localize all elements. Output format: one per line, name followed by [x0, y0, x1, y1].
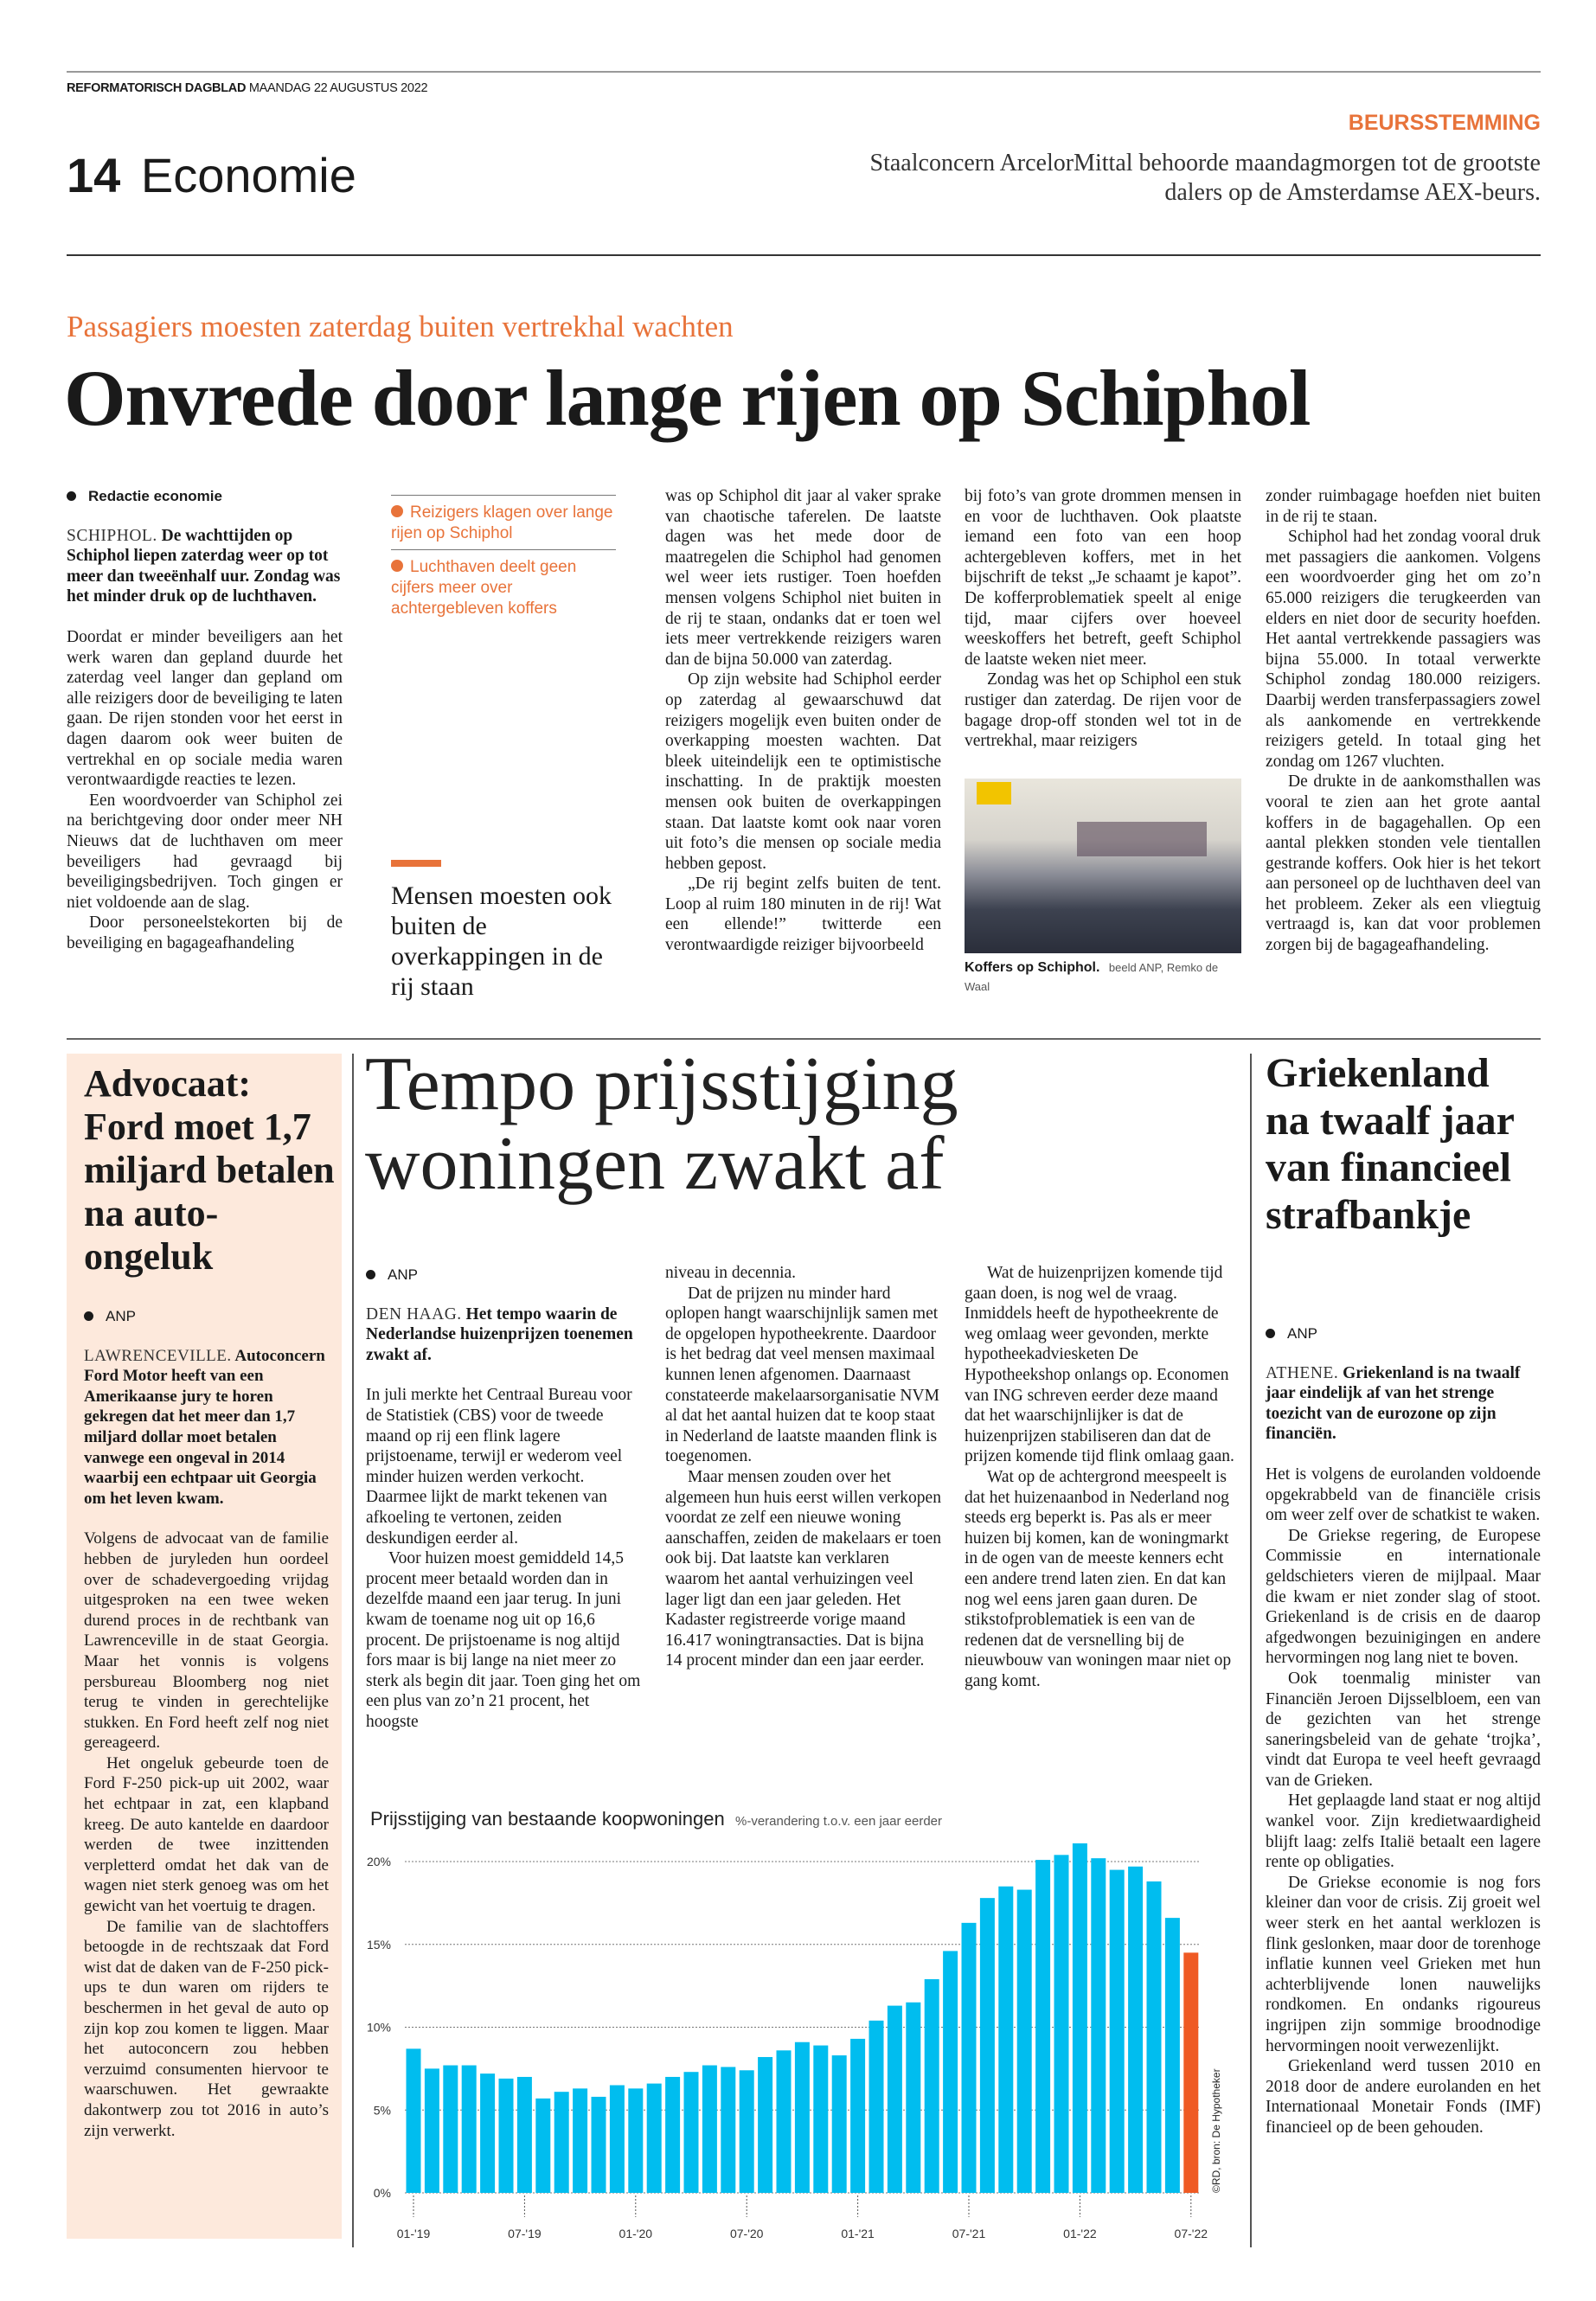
greece-headline: Griekenland na twaalf jaar van financieel strafbankje [1266, 1050, 1515, 1238]
bar [1035, 1860, 1050, 2193]
paragraph: De Griekse economie is nog fors kleiner dan voor de crisis. Zij groeit wel weer sterk en het aantal werklozen is flink geslonken, maar door de torenhoge inflatie kunnen veel Grieken met hun achterblijvende lonen nauwelijks rondkomen. En ondanks rigoureus ingrijpen zijn sommige broodnodige hervormingen nooit verwezenlijkt. [1266, 1873, 1541, 2055]
lead-text: Het tempo waarin de Nederlandse huizenprijzen toenemen zwakt af. [366, 1304, 633, 1364]
tempo-column-1 [366, 1265, 641, 1732]
paragraph: Een woordvoerder van Schiphol zei na berichtgeving door onder meer NH Nieuws dat de luchthaven om meer beveiligers had gevraagd bij beveiligingsbedrijven. Toch gingen er niet voldoende aan de slag. [67, 791, 343, 912]
paragraph: Voor huizen moest gemiddeld 14,5 procent meer betaald worden dan in dezelfde maand een jaar terug. In juni kwam de toename nog uit op 16,6 procent. De prijstoename is nog altijd fors maar is bij lange na niet meer zo sterk als begin dit jaar. Toen ging het om een plus van zo’n 21 procent, het hoogste [366, 1549, 641, 1731]
x-tick-label: 01-'20 [619, 2227, 653, 2240]
byline [1266, 1324, 1541, 1344]
bar [610, 2086, 625, 2193]
article-lead [67, 526, 343, 607]
bar [407, 2048, 421, 2193]
top-rule [67, 71, 1541, 73]
paragraph: Zondag was het op Schiphol een stuk rustiger dan zaterdag. De rijen voor de bagage drop-off stonden wel tot in de vertrekhal, maar reizigers [965, 670, 1241, 751]
bar [499, 2079, 514, 2193]
dateline: DEN HAAG. [366, 1304, 462, 1324]
bar [462, 2066, 477, 2193]
dateline: SCHIPHOL. [67, 526, 157, 545]
x-tick-label: 07-'20 [729, 2227, 764, 2240]
bullet-icon [67, 491, 76, 501]
bar [869, 2021, 884, 2193]
paragraph: Maar mensen zouden over het algemeen hun huis eerst willen verkopen voordat ze zelf een nieuwe woning aanschaffen, zeiden de makelaars er toen ook bij. Dat laatste kan verklaren waarom het aantal verhuizingen veel lager ligt dan een jaar geleden. Het Kadaster registreerde vorige maand 16.417 woningtransacties. Dat is bijna 14 procent minder dan een jaar eerder. [665, 1467, 942, 1670]
paragraph: niveau in decennia. [665, 1264, 797, 1282]
y-tick-label: 10% [366, 2020, 391, 2035]
x-tick-label: 01-'22 [1063, 2227, 1097, 2240]
column-divider [352, 1054, 354, 2247]
paragraph: Het geplaagde land staat er nog altijd wankel voor. Zijn kredietwaardigheid blijft laag: zelfs Italië betaalt een lagere rente op obligaties. [1266, 1791, 1541, 1872]
bar [1165, 1918, 1180, 2193]
masthead [67, 81, 427, 95]
column-divider [1250, 1054, 1252, 2247]
article-lead [84, 1346, 329, 1509]
newspaper-name: REFORMATORISCH DAGBLAD [67, 81, 247, 95]
ford-headline: Advocaat: Ford moet 1,7 miljard betalen na auto-ongeluk [84, 1062, 335, 1278]
bar [592, 2097, 606, 2193]
pull-quote: Mensen moesten ook buiten de overkappingen in de rij staan [391, 881, 612, 1001]
highlight-item: Reizigers klagen over lange rijen op Schiphol [391, 495, 616, 549]
gate-sign [977, 782, 1011, 804]
paragraph: De familie van de slachtoffers betoogde in de rechtszaak dat Ford wist dat de daken van de F-250 pick-ups te dun waren om rijders te beschermen in het geval de auto op zijn kop zou komen te liggen. Maar het autoconcern zou hebben verzuimd consumenten hiervoor te waarschuwen. Het gewraakte dakontwerp zou tot 2016 in auto’s zijn verwerkt. [84, 1917, 329, 2140]
bullet-icon [391, 560, 403, 572]
bar [943, 1951, 958, 2193]
lead-text: De wachttijden op Schiphol liepen zaterdag weer op tot meer dan tweeënhalf uur. Zondag was het minder druk op de luchthaven. [67, 526, 341, 606]
lead-text: Autoconcern Ford Motor heeft van een Amerikaanse jury te horen gekregen dat het meer dan 1,7 miljard dollar moet betalen vanwege een ongeval in 2014 waarbij een echtpaar uit Georgia om het leven kwam. [84, 1346, 325, 1508]
quote-accent-bar [391, 860, 441, 867]
bar [813, 2046, 828, 2193]
section-rule [67, 1038, 1541, 1040]
chart-source: ©RD, bron: De Hypotheker [1210, 2068, 1222, 2193]
photo-suitcases [965, 779, 1241, 953]
bar [832, 2055, 847, 2193]
tempo-column-3 [965, 1263, 1241, 1691]
article-column-3 [665, 486, 941, 956]
dateline: ATHENE. [1266, 1363, 1339, 1382]
paragraph: Het ongeluk gebeurde toen de Ford F-250 pick-up uit 2002, waar het echtpaar in zat, een klapband kreeg. De auto kantelde en daardoor werden de twee inzittenden verpletterd omdat het dak van de wagen niet sterk genoeg was om het gewicht van het voertuig te dragen. [84, 1753, 329, 1916]
bar [850, 2039, 865, 2193]
paragraph: Schiphol had het zondag vooral druk met passagiers die aankomen. Volgens een woordvoerder ging het om zo’n 65.000 reizigers die terugkeerden van elders en niet door de security hoefden. Het aantal vertrekkende passagiers was bijna 55.000. In totaal verwerkte Schiphol zondag 180.000 reizigers. Daarbij werden transferpassagiers zowel als aankomende en vertrekkende reizigers geteld. In totaal ging het zondag om 1267 vluchten. [1266, 528, 1541, 771]
bar [665, 2077, 680, 2193]
bar [480, 2073, 495, 2193]
bar [1110, 1870, 1125, 2193]
paragraph: Doordat er minder beveiligers aan het werk waren dan gepland duurde het zaterdag veel langer dan gepland om alle reizigers door de beveiliging te laten gaan. De rijen stonden voor het eerst in dagen daarom ook weer buiten de vertrekhal en op sociale media waren verontwaardigde reacties te lezen. [67, 627, 343, 790]
paragraph: Volgens de advocaat van de familie hebben de juryleden hun oordeel over de schadevergoeding vrijdag uitgesproken na een twee weken durend proces in de rechtbank van Lawrenceville in de staat Georgia. Maar het vonnis is volgens persbureau Bloomberg nog niet terug te vinden in gerechtelijke stukken. En Ford heeft zelf nog niet gereageerd. [84, 1529, 329, 1753]
paragraph: zonder ruimbagage hoefden niet buiten in de rij te staan. [1266, 487, 1541, 526]
chart-subtitle: %-verandering t.o.v. een jaar eerder [735, 1814, 943, 1829]
y-tick-label: 15% [366, 1937, 391, 1952]
bar [425, 2068, 439, 2193]
bar [554, 2092, 569, 2193]
bar [998, 1887, 1013, 2193]
bar [573, 2088, 587, 2193]
paragraph: De drukte in de aankomsthallen was vooral te zien aan het grote aantal koffers in de bagagehallen. Op een aantal plekken stonden vele tientallen gestrande koffers. Ook hier is het tekort aan personeel op de luchthaven deel van het probleem. Zeker als een vliegtuig vertraagd is, kan dat voor problemen zorgen bij de bagageafhandeling. [1266, 772, 1541, 955]
bar [628, 2088, 643, 2193]
ford-body [84, 1306, 329, 2141]
byline [84, 1306, 329, 1327]
article-kicker: Passagiers moesten zaterdag buiten vertrekhal wachten [67, 310, 734, 343]
bar [1091, 1858, 1106, 2193]
paragraph: Wat op de achtergrond meespeelt is dat het huizenaanbod in Nederland nog steeds erg beperkt is. Pas als er meer huizen bij komen, kan de woningmarkt in de ogen van de meeste kenners echt een andere trend laten zien. En dat kan nog wel eens jaren gaan duren. De stikstofproblematiek is een van de redenen dat de versnelling bij de nieuwbouw van woningen maar niet op gang komt. [965, 1467, 1232, 1690]
photo-caption [965, 958, 1241, 997]
bar [443, 2066, 458, 2193]
bar [1128, 1867, 1143, 2193]
byline [67, 486, 343, 507]
article-column-1 [67, 486, 343, 953]
bar [795, 2042, 810, 2193]
paragraph: De Griekse regering, de Europese Commissie en internationale geldschieters vieren de mijlpaal. Maar die kwam er niet zonder slag of stoot. Griekenland is de crisis en de daarop afgedwongen bezuinigingen en andere hervormingen nog lang niet te boven. [1266, 1526, 1541, 1668]
paragraph: Het is volgens de eurolanden voldoende opgekrabbeld van de financiële crisis om weer zelf over de schatkist te waken. [1266, 1465, 1541, 1525]
article-lead [366, 1304, 641, 1366]
article-headline: Onvrede door lange rijen op Schiphol [64, 354, 1311, 442]
bar [517, 2077, 532, 2193]
bar [888, 2006, 902, 2193]
paragraph: In juli merkte het Centraal Bureau voor de Statistiek (CBS) voor de tweede maand op rij een flink lagere prijstoename, terwijl er wederom veel minder huizen werden verkocht. Daarmee lijkt de markt tekenen van afkoeling te vertonen, zeiden deskundigen eerder al. [366, 1386, 632, 1548]
issue-date: MAANDAG 22 AUGUSTUS 2022 [248, 81, 428, 95]
paragraph: Dat de prijzen nu minder hard oplopen hangt waarschijnlijk samen met de opgelopen hypotheekrente. Daardoor is het bedrag dat veel mensen maximaal kunnen lenen afgenomen. Daarnaast constateerde makelaarsorganisatie NVM al dat het aantal huizen dat te koop staat in Nederland de laatste maanden flink is toegenomen. [665, 1284, 939, 1466]
tempo-headline: Tempo prijsstijging woningen zwakt af [365, 1042, 958, 1206]
x-tick-label: 01-'21 [841, 2227, 875, 2240]
x-tick-label: 07-'22 [1174, 2227, 1208, 2240]
bar [925, 1979, 939, 2193]
chart-title: Prijsstijging van bestaande koopwoningen [370, 1808, 725, 1830]
price-growth-chart [355, 1799, 1228, 2249]
byline-text: Redactie economie [88, 488, 222, 504]
article-column-4 [965, 486, 1241, 752]
byline-text: ANP [388, 1266, 418, 1283]
greece-body [1266, 1324, 1541, 2138]
dateline: LAWRENCEVILLE. [84, 1346, 232, 1365]
bar [1147, 1881, 1162, 2193]
bar [962, 1923, 977, 2193]
tempo-column-2 [665, 1263, 942, 1671]
section-title: Economie [140, 148, 356, 202]
bar [740, 2070, 754, 2193]
bar [1073, 1843, 1087, 2193]
bar [906, 2003, 920, 2193]
highlight-item: Luchthaven deelt geen cijfers meer over achtergebleven koffers [391, 549, 616, 626]
article-lead [1266, 1363, 1541, 1445]
byline-text: ANP [1287, 1325, 1317, 1342]
bullet-icon [366, 1270, 375, 1279]
x-tick-label: 07-'19 [508, 2227, 542, 2240]
caption-text: Koffers op Schiphol. [965, 960, 1100, 975]
paragraph: Wat de huizenprijzen komende tijd gaan doen, is nog wel de vraag. Inmiddels heeft de hypotheekrente de weg omlaag weer gevonden, merkte hypotheekadviesketen De Hypotheekshop onlangs op. Economen van ING schreven eerder deze maand dat het waarschijnlijker is dat de huizenprijzen stabiliseren dan dat de prijzen komende tijd flink omlaag gaan. [965, 1264, 1234, 1466]
byline-text: ANP [106, 1308, 136, 1324]
paragraph: bij foto’s van grote drommen mensen in en voor de luchthaven. Ook plaatste iemand een foto van een hoop achtergebleven koffers, met in het bijschrift de tekst „Je schaamt je kapot”. De kofferproblematiek speelt al enige tijd, maar cijfers over hoeveel weeskoffers het betreft, geeft Schiphol de laatste weken niet meer. [965, 487, 1241, 669]
bar [721, 2067, 735, 2193]
y-tick-label: 0% [373, 2186, 391, 2200]
beurs-text: Staalconcern ArcelorMittal behoorde maandagmorgen tot de grootste dalers op de Amsterdamse AEX-beurs. [869, 150, 1541, 206]
bullet-icon [1266, 1329, 1275, 1338]
beurs-label: BEURSSTEMMING [1348, 111, 1541, 135]
bar [777, 2050, 792, 2193]
lead-text: Griekenland is na twaalf jaar eindelijk af van het strenge toezicht van de eurozone op zijn financiën. [1266, 1363, 1521, 1444]
header-rule [67, 254, 1541, 256]
x-tick-label: 07-'21 [952, 2227, 986, 2240]
bar [1017, 1890, 1032, 2193]
photo-credit: beeld ANP, Remko de Waal [965, 961, 1219, 993]
bar [980, 1898, 995, 2193]
paragraph: Op zijn website had Schiphol eerder op zaterdag al gewaarschuwd dat reizigers mogelijk even buiten onder de overkapping moesten wachten. Dat bleek uiteindelijk een te optimistische inschatting. In de praktijk moesten mensen ook buiten de overkappingen staan. Dat laatste komt ook naar voren uit foto’s die mensen op sociale media hebben gepost. [665, 670, 941, 873]
bar [1183, 1952, 1198, 2193]
bullet-icon [391, 505, 403, 517]
bar [702, 2066, 717, 2193]
y-tick-label: 20% [366, 1855, 391, 1868]
bullet-icon [84, 1311, 93, 1321]
y-tick-label: 5% [373, 2103, 391, 2118]
highlights-box [391, 495, 616, 626]
paragraph: Door personeelstekorten bij de beveiliging en bagageafhandeling [67, 913, 343, 952]
x-tick-label: 01-'19 [396, 2227, 431, 2240]
bar [684, 2072, 699, 2193]
paragraph: Ook toenmalig minister van Financiën Jeroen Dijsselbloem, een van de gezichten van het strenge saneringsbeleid van de gehate ‘trojka’, vindt dat Europa te veel heeft gevraagd van de Grieken. [1266, 1669, 1541, 1790]
byline [366, 1265, 641, 1285]
bar [758, 2057, 772, 2193]
bar [535, 2099, 550, 2193]
page-number: 14 [67, 148, 121, 202]
bar [1054, 1855, 1069, 2193]
bar [647, 2084, 662, 2193]
paragraph: Griekenland werd tussen 2010 en 2018 door de andere eurolanden en het Internationaal Monetair Fonds (IMF) financieel op de been gehouden. [1266, 2057, 1541, 2137]
article-column-5 [1266, 486, 1541, 956]
paragraph: „De rij begint zelfs buiten de tent. Loop al ruim 180 minuten in de rij! Wat een ellende!” twitterde een verontwaardigde reiziger bijvoorbeeld [665, 875, 941, 955]
paragraph: was op Schiphol dit jaar al vaker sprake van chaotische taferelen. De laatste dagen was het mede door de maatregelen die Schiphol had genomen wel weer iets rustiger. Toen hoefden mensen volgens Schiphol niet buiten in de rij te staan, ondanks dat er toen wel iets meer vertrekkende reizigers waren dan de bijna 50.000 van zaterdag. [665, 487, 941, 669]
page-header [67, 145, 356, 206]
